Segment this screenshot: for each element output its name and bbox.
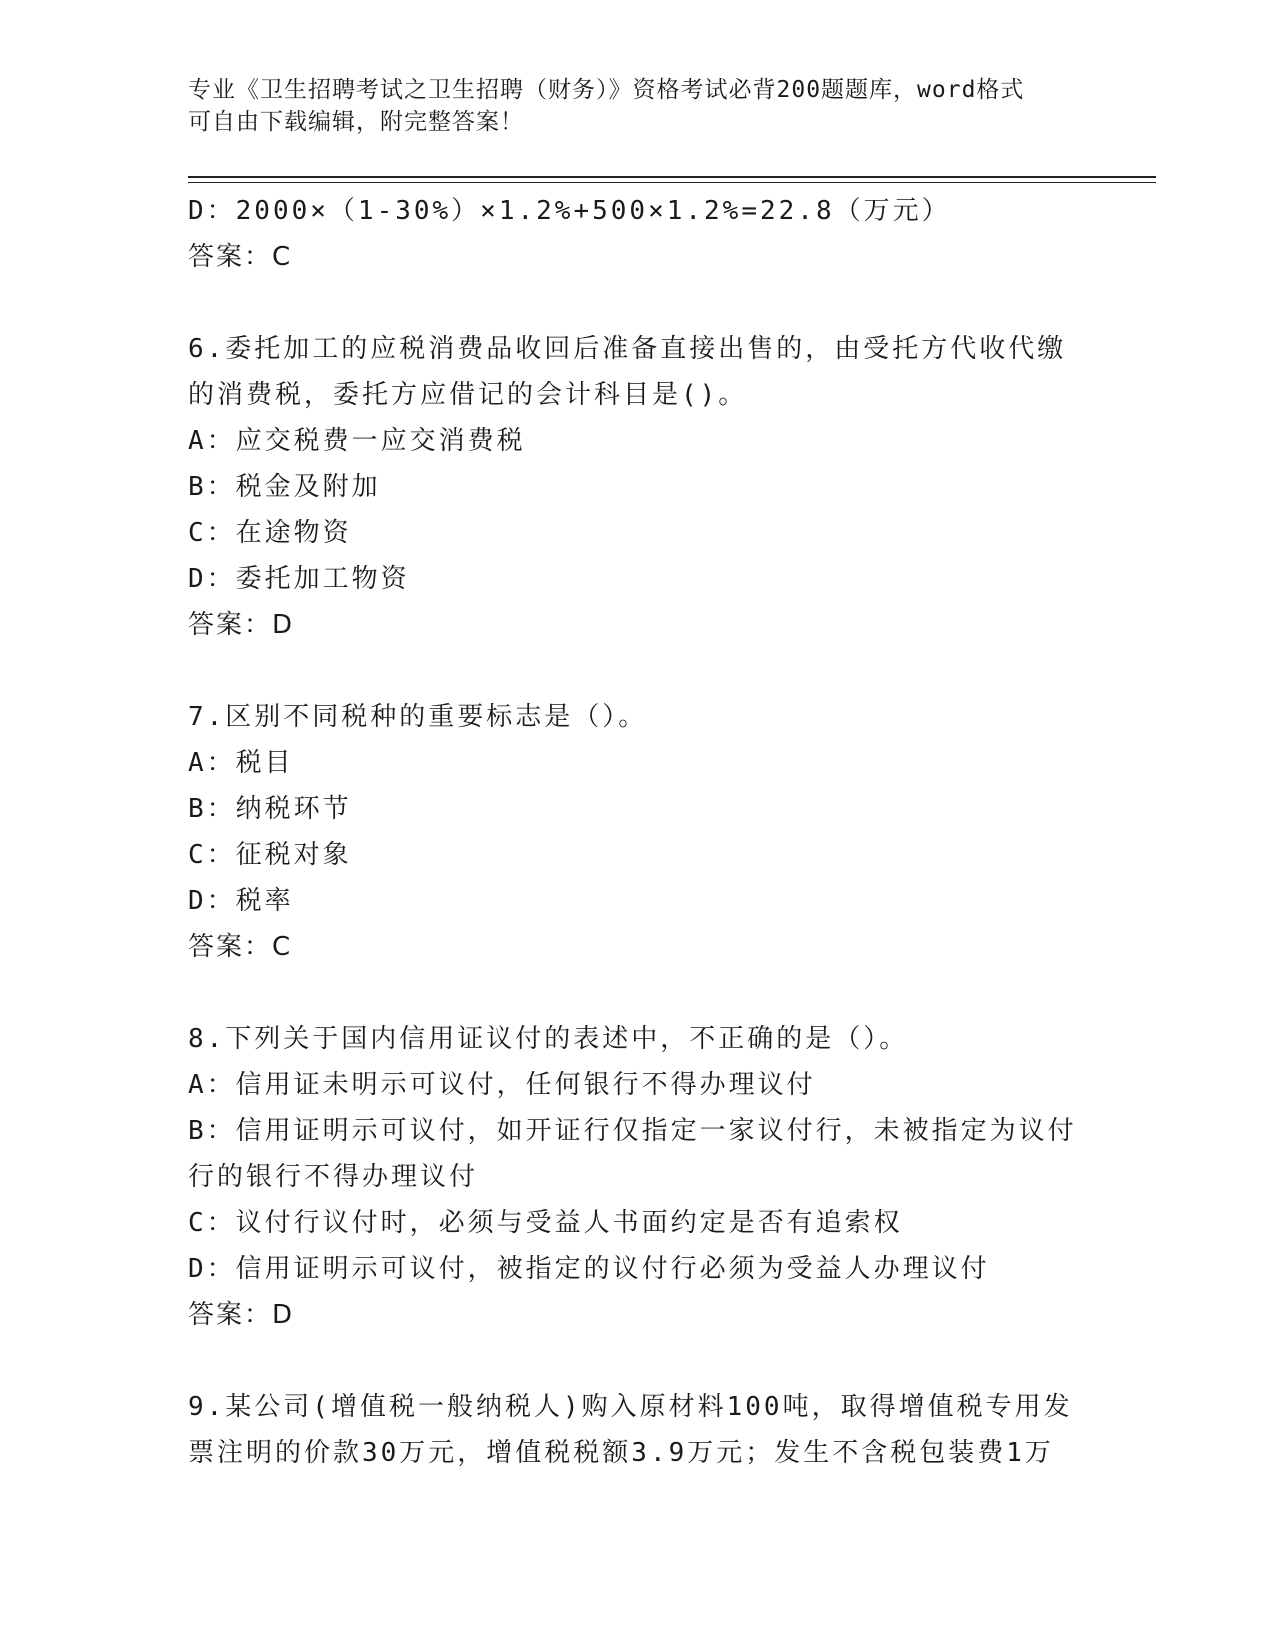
option-a: A：应交税费一应交消费税 bbox=[188, 426, 526, 456]
option-b: B：税金及附加 bbox=[188, 472, 381, 502]
document-header bbox=[188, 74, 1088, 138]
spacer bbox=[188, 1338, 1088, 1384]
option-b: B：信用证明示可议付，如开证行仅指定一家议付行，未被指定为议付 bbox=[188, 1116, 1077, 1146]
question-stem: 7.区别不同税种的重要标志是（）。 bbox=[188, 702, 648, 732]
answer: 答案：C bbox=[188, 242, 293, 272]
spacer bbox=[188, 648, 1088, 694]
header-line-2: 可自由下载编辑，附完整答案！ bbox=[188, 109, 524, 135]
question-9 bbox=[188, 1384, 1088, 1476]
option-d: D：信用证明示可议付，被指定的议付行必须为受益人办理议付 bbox=[188, 1254, 990, 1284]
option-d: D：税率 bbox=[188, 886, 294, 916]
option-a: A：信用证未明示可议付，任何银行不得办理议付 bbox=[188, 1070, 816, 1100]
spacer bbox=[188, 970, 1088, 1016]
answer: 答案：C bbox=[188, 932, 293, 962]
question-5-tail bbox=[188, 188, 1088, 280]
answer: 答案：D bbox=[188, 610, 295, 640]
spacer bbox=[188, 280, 1088, 326]
option-d: D：2000×（1-30%）×1.2%+500×1.2%=22.8（万元） bbox=[188, 196, 951, 226]
option-c: C：在途物资 bbox=[188, 518, 352, 548]
document-body bbox=[188, 188, 1088, 1476]
question-stem: 9.某公司(增值税一般纳税人)购入原材料100吨，取得增值税专用发 bbox=[188, 1392, 1073, 1422]
answer: 答案：D bbox=[188, 1300, 295, 1330]
question-stem: 6.委托加工的应税消费品收回后准备直接出售的，由受托方代收代缴 bbox=[188, 334, 1067, 364]
option-b: B：纳税环节 bbox=[188, 794, 352, 824]
header-divider-thick bbox=[188, 176, 1156, 178]
question-8 bbox=[188, 1016, 1088, 1338]
header-divider-thin bbox=[188, 182, 1156, 183]
option-d: D：委托加工物资 bbox=[188, 564, 410, 594]
option-b-continued: 行的银行不得办理议付 bbox=[188, 1162, 479, 1192]
question-stem-continued: 票注明的价款30万元，增值税税额3.9万元；发生不含税包装费1万 bbox=[188, 1438, 1054, 1468]
question-6 bbox=[188, 326, 1088, 648]
question-7 bbox=[188, 694, 1088, 970]
question-stem-continued: 的消费税，委托方应借记的会计科目是()。 bbox=[188, 380, 748, 410]
question-stem: 8.下列关于国内信用证议付的表述中，不正确的是（）。 bbox=[188, 1024, 909, 1054]
option-a: A：税目 bbox=[188, 748, 294, 778]
header-line-1: 专业《卫生招聘考试之卫生招聘（财务）》资格考试必背200题题库，word格式 bbox=[188, 77, 1025, 103]
option-c: C：征税对象 bbox=[188, 840, 352, 870]
option-c: C：议付行议付时，必须与受益人书面约定是否有追索权 bbox=[188, 1208, 903, 1238]
